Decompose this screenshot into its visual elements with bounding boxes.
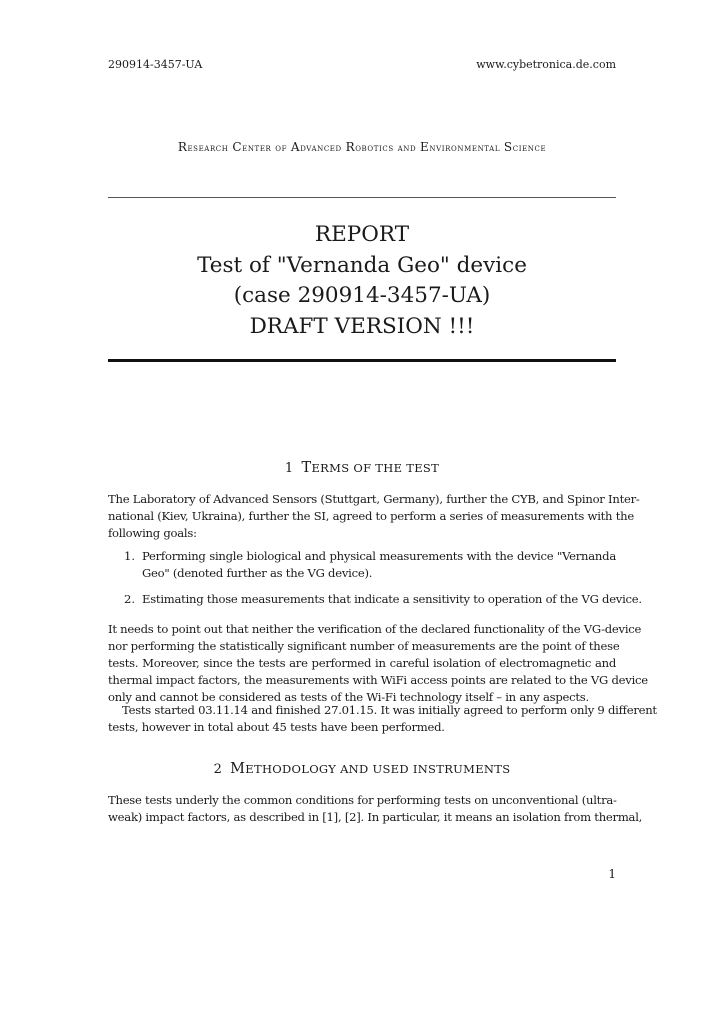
institution-word: Research <box>177 140 229 154</box>
list-item-line: Geo" (denoted further as the VG device). <box>142 566 373 580</box>
institution-word: Environmental <box>420 140 501 154</box>
paragraph-line: following goals: <box>108 526 197 540</box>
running-header <box>108 57 616 73</box>
paragraph-line: national (Kiev, Ukraina), further the SI, agreed to perform a series of measurements with the <box>108 509 634 523</box>
title-line-report: REPORT <box>314 222 410 247</box>
institution-word: and <box>397 143 417 154</box>
section-1-body-paragraph <box>108 621 648 706</box>
paragraph-line: tests, however in total about 45 tests have been performed. <box>108 720 445 734</box>
title-bottom-rule <box>108 359 616 362</box>
section-1-number: 1 <box>284 461 294 476</box>
section-1-heading <box>108 459 616 478</box>
paragraph-line: These tests underly the common conditions for performing tests on unconventional (ultra- <box>108 793 617 807</box>
paragraph-line: Tests started 03.11.14 and finished 27.01.15. It was initially agreed to perform only 9 different <box>122 703 657 717</box>
header-case-id: 290914-3457-UA <box>108 58 203 71</box>
section-1-intro-paragraph <box>108 491 640 542</box>
goals-list <box>108 548 642 617</box>
title-top-rule <box>108 197 616 198</box>
institution-word: Robotics <box>345 140 394 154</box>
header-website: www.cybetronica.de.com <box>476 58 616 71</box>
section-1-title-cap: T <box>301 460 312 476</box>
page-number: 1 <box>608 867 616 881</box>
title-line-device: Test of "Vernanda Geo" device <box>197 252 527 278</box>
paragraph-line: weak) impact factors, as described in [1], [2]. In particular, it means an isolation from thermal, <box>108 810 643 824</box>
title-line-draft: DRAFT VERSION !!! <box>249 313 475 339</box>
section-2-title-cap: M <box>230 761 246 777</box>
section-2-paragraph <box>108 792 643 826</box>
report-title <box>108 220 616 342</box>
institution-word: Advanced <box>290 140 342 154</box>
list-item <box>108 548 616 582</box>
section-1-dates-paragraph <box>108 702 657 736</box>
paragraph-line: tests. Moreover, since the tests are performed in careful isolation of electromagnetic and <box>108 656 616 670</box>
paragraph-line: It needs to point out that neither the verification of the declared functionality of the VG-device <box>108 622 642 636</box>
institution-word: Science <box>503 140 547 154</box>
list-item-line: Estimating those measurements that indicate a sensitivity to operation of the VG device. <box>142 592 642 606</box>
paragraph-line: thermal impact factors, the measurements with WiFi access points are related to the VG device <box>108 673 648 687</box>
list-item-line: Performing single biological and physical measurements with the device "Vernanda <box>142 549 616 563</box>
institution-word: of <box>275 143 288 154</box>
section-2-title-rest: ETHODOLOGY AND USED INSTRUMENTS <box>245 762 511 776</box>
institution-word: Center <box>232 140 272 154</box>
section-1-title-rest: ERMS OF THE TEST <box>311 461 440 475</box>
paragraph-line: only and cannot be considered as tests of the Wi-Fi technology itself – in any aspects. <box>108 690 589 704</box>
list-marker: 1. <box>124 549 136 563</box>
list-item <box>108 591 642 608</box>
section-2-heading <box>108 760 616 779</box>
list-marker: 2. <box>124 592 136 606</box>
section-2-number: 2 <box>213 762 223 777</box>
title-line-case: (case 290914-3457-UA) <box>233 283 491 308</box>
institution-name <box>60 139 664 157</box>
paragraph-line: The Laboratory of Advanced Sensors (Stuttgart, Germany), further the CYB, and Spinor Inter- <box>108 492 640 506</box>
paragraph-line: nor performing the statistically significant number of measurements are the point of these <box>108 639 620 653</box>
